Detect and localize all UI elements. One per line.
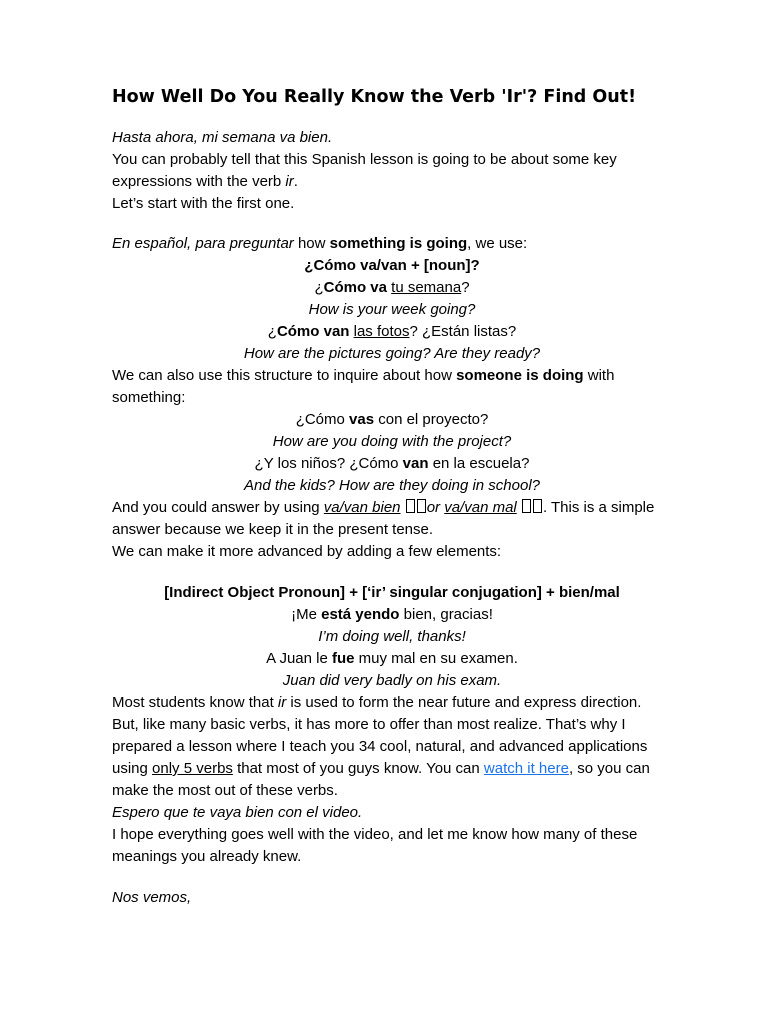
example-6 xyxy=(112,648,672,670)
formula-2-text: [Indirect Object Pronoun] + [‘ir’ singular conjugation] + bien/mal xyxy=(164,584,620,601)
ex-bold: vas xyxy=(349,411,375,428)
lead-end: , we use: xyxy=(467,235,528,252)
intro-end: . xyxy=(293,173,298,190)
ex-end: ? ¿Están listas? xyxy=(409,323,517,340)
example-3-translation xyxy=(112,431,672,453)
translation: How are you doing with the project? xyxy=(272,433,512,450)
ex-bold: fue xyxy=(331,650,355,667)
lead-italic: En español, para preguntar xyxy=(112,235,294,252)
ex-pre: A Juan le xyxy=(266,650,332,667)
translation: And the kids? How are they doing in school? xyxy=(243,477,540,494)
answer-bad: va/van mal xyxy=(444,499,517,516)
para-bold: someone is doing xyxy=(456,367,584,384)
ex-pre: ¿ xyxy=(267,323,277,340)
missing-glyph-icon xyxy=(417,499,426,513)
formula-1-text: ¿Cómo va/van + [noun]? xyxy=(304,257,480,274)
ex-bold: van xyxy=(402,455,429,472)
ex-bold: está yendo xyxy=(321,606,400,623)
answer-text: . This is a simple answer because we keep it in the present tense. xyxy=(112,499,655,538)
advanced-line: We can make it more advanced by adding a few elements: xyxy=(112,543,502,560)
spacer xyxy=(112,563,672,582)
example-5-translation xyxy=(112,626,672,648)
translation: I’m doing well, thanks! xyxy=(318,628,466,645)
document-body xyxy=(112,85,672,909)
closing xyxy=(112,887,672,909)
formula-2 xyxy=(112,582,672,604)
para-text: Most students know that xyxy=(112,694,278,711)
para-text: with something: xyxy=(112,367,615,406)
example-6-translation xyxy=(112,670,672,692)
lesson-paragraph xyxy=(112,692,672,802)
spacer xyxy=(112,868,672,887)
example-2 xyxy=(112,321,672,343)
translation: How are the pictures going? Are they ready? xyxy=(243,345,541,362)
example-4-translation xyxy=(112,475,672,497)
ex-end: ? xyxy=(461,279,470,296)
answer-text: And you could answer by using xyxy=(112,499,324,516)
para-text: We can also use this structure to inquire about how xyxy=(112,367,457,384)
para-underline: only 5 verbs xyxy=(152,760,233,777)
example-1-translation xyxy=(112,299,672,321)
answer-paragraph xyxy=(112,497,672,541)
ex-end: en la escuela? xyxy=(428,455,530,472)
ex-bold: Cómo van xyxy=(276,323,350,340)
lead-how: how xyxy=(293,235,330,252)
para-verb: ir xyxy=(277,694,287,711)
ex-underline: tu semana xyxy=(391,279,462,296)
spacer xyxy=(112,215,672,233)
answer-or: or xyxy=(426,499,441,516)
intro-line-2 xyxy=(112,149,672,193)
wish-english: I hope everything goes well with the video, and let me know how many of these meanings you already knew. xyxy=(112,826,638,865)
translation: Juan did very badly on his exam. xyxy=(282,672,502,689)
inquire-paragraph xyxy=(112,365,672,409)
ex-underline: las fotos xyxy=(353,323,410,340)
section1-lead xyxy=(112,233,672,255)
ex-pre: ¿Y los niños? ¿Cómo xyxy=(254,455,403,472)
example-5 xyxy=(112,604,672,626)
wish-spanish xyxy=(112,802,672,824)
wish-spanish-text: Espero que te vaya bien con el video. xyxy=(112,804,363,821)
example-3 xyxy=(112,409,672,431)
example-1 xyxy=(112,277,672,299)
ex-bold: Cómo va xyxy=(323,279,387,296)
intro-spanish: Hasta ahora, mi semana va bien. xyxy=(112,129,333,146)
intro-text: You can probably tell that this Spanish lesson is going to be about some key expressions with the verb xyxy=(112,151,617,190)
ex-pre: ¿ xyxy=(314,279,324,296)
missing-glyph-icon xyxy=(522,499,531,513)
ex-end: bien, gracias! xyxy=(399,606,493,623)
formula-1 xyxy=(112,255,672,277)
example-4 xyxy=(112,453,672,475)
watch-video-link[interactable]: watch it here xyxy=(483,760,569,777)
ex-end: con el proyecto? xyxy=(374,411,489,428)
missing-glyph-icon xyxy=(533,499,542,513)
ex-pre: ¡Me xyxy=(291,606,322,623)
translation: How is your week going? xyxy=(308,301,476,318)
page-title: How Well Do You Really Know the Verb 'Ir'? Find Out! xyxy=(112,87,637,107)
lead-bold: something is going xyxy=(329,235,468,252)
para-text: , so you can make the most out of these verbs. xyxy=(112,760,650,799)
intro-line-1 xyxy=(112,127,672,149)
intro-verb: ir xyxy=(285,173,294,190)
para-text: that most of you guys know. You can xyxy=(232,760,484,777)
intro-line-3: Let’s start with the first one. xyxy=(112,195,295,212)
para-text: is used to form the near future and express direction. But, like many basic verbs, it has more to offer than most realize. That’s why I prepared a lesson where I teach you 34 cool, natural, and advanced applications using xyxy=(112,694,648,777)
closing-text: Nos vemos, xyxy=(112,889,192,906)
answer-good: va/van bien xyxy=(323,499,401,516)
missing-glyph-icon xyxy=(406,499,415,513)
ex-end: muy mal en su examen. xyxy=(354,650,518,667)
ex-pre: ¿Cómo xyxy=(295,411,350,428)
example-2-translation xyxy=(112,343,672,365)
